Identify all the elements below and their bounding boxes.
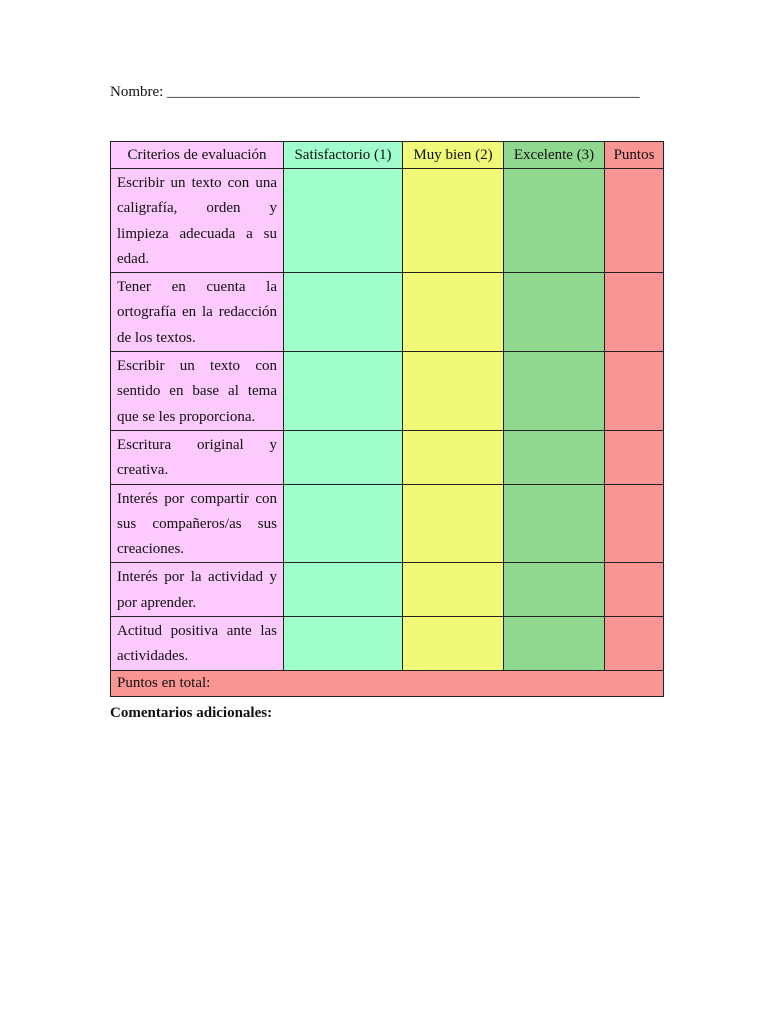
header-puntos: Puntos	[605, 142, 664, 169]
score-cell-puntos[interactable]	[605, 563, 664, 617]
score-cell-puntos[interactable]	[605, 430, 664, 484]
score-cell-excelente[interactable]	[504, 352, 605, 431]
score-cell-puntos[interactable]	[605, 484, 664, 563]
criterion-row	[111, 430, 664, 484]
criterion-text: Escritura original y creativa.	[111, 430, 284, 484]
criterion-row	[111, 484, 664, 563]
header-row	[111, 142, 664, 169]
criterion-row	[111, 169, 664, 273]
score-cell-puntos[interactable]	[605, 352, 664, 431]
score-cell-excelente[interactable]	[504, 273, 605, 352]
header-satisfactorio: Satisfactorio (1)	[284, 142, 403, 169]
score-cell-muy-bien[interactable]	[403, 617, 504, 671]
score-cell-puntos[interactable]	[605, 169, 664, 273]
score-cell-satisfactorio[interactable]	[284, 617, 403, 671]
rubric-table	[110, 141, 664, 697]
score-cell-puntos[interactable]	[605, 617, 664, 671]
comments-heading: Comentarios adicionales:	[110, 705, 273, 721]
score-cell-puntos[interactable]	[605, 273, 664, 352]
criterion-row	[111, 352, 664, 431]
criterion-text: Interés por la actividad y por aprender.	[111, 563, 284, 617]
score-cell-muy-bien[interactable]	[403, 169, 504, 273]
header-criterios: Criterios de evaluación	[111, 142, 284, 169]
score-cell-excelente[interactable]	[504, 617, 605, 671]
header-excelente: Excelente (3)	[504, 142, 605, 169]
criterion-row	[111, 273, 664, 352]
score-cell-satisfactorio[interactable]	[284, 169, 403, 273]
criterion-row	[111, 563, 664, 617]
total-row	[111, 670, 664, 696]
score-cell-muy-bien[interactable]	[403, 273, 504, 352]
score-cell-muy-bien[interactable]	[403, 430, 504, 484]
score-cell-satisfactorio[interactable]	[284, 430, 403, 484]
criterion-text: Interés por compartir con sus compañeros/as sus creaciones.	[111, 484, 284, 563]
criterion-text: Tener en cuenta la ortografía en la redacción de los textos.	[111, 273, 284, 352]
header-muy-bien: Muy bien (2)	[403, 142, 504, 169]
score-cell-satisfactorio[interactable]	[284, 352, 403, 431]
score-cell-muy-bien[interactable]	[403, 563, 504, 617]
score-cell-excelente[interactable]	[504, 169, 605, 273]
criterion-text: Escribir un texto con una caligrafía, orden y limpieza adecuada a su edad.	[111, 169, 284, 273]
criterion-row	[111, 617, 664, 671]
name-line: Nombre: _______________________________________________________________	[110, 84, 640, 100]
criterion-text: Escribir un texto con sentido en base al tema que se les proporciona.	[111, 352, 284, 431]
score-cell-excelente[interactable]	[504, 484, 605, 563]
score-cell-muy-bien[interactable]	[403, 352, 504, 431]
total-label[interactable]: Puntos en total:	[111, 670, 664, 696]
score-cell-excelente[interactable]	[504, 430, 605, 484]
score-cell-excelente[interactable]	[504, 563, 605, 617]
criterion-text: Actitud positiva ante las actividades.	[111, 617, 284, 671]
score-cell-satisfactorio[interactable]	[284, 563, 403, 617]
score-cell-satisfactorio[interactable]	[284, 273, 403, 352]
score-cell-satisfactorio[interactable]	[284, 484, 403, 563]
score-cell-muy-bien[interactable]	[403, 484, 504, 563]
